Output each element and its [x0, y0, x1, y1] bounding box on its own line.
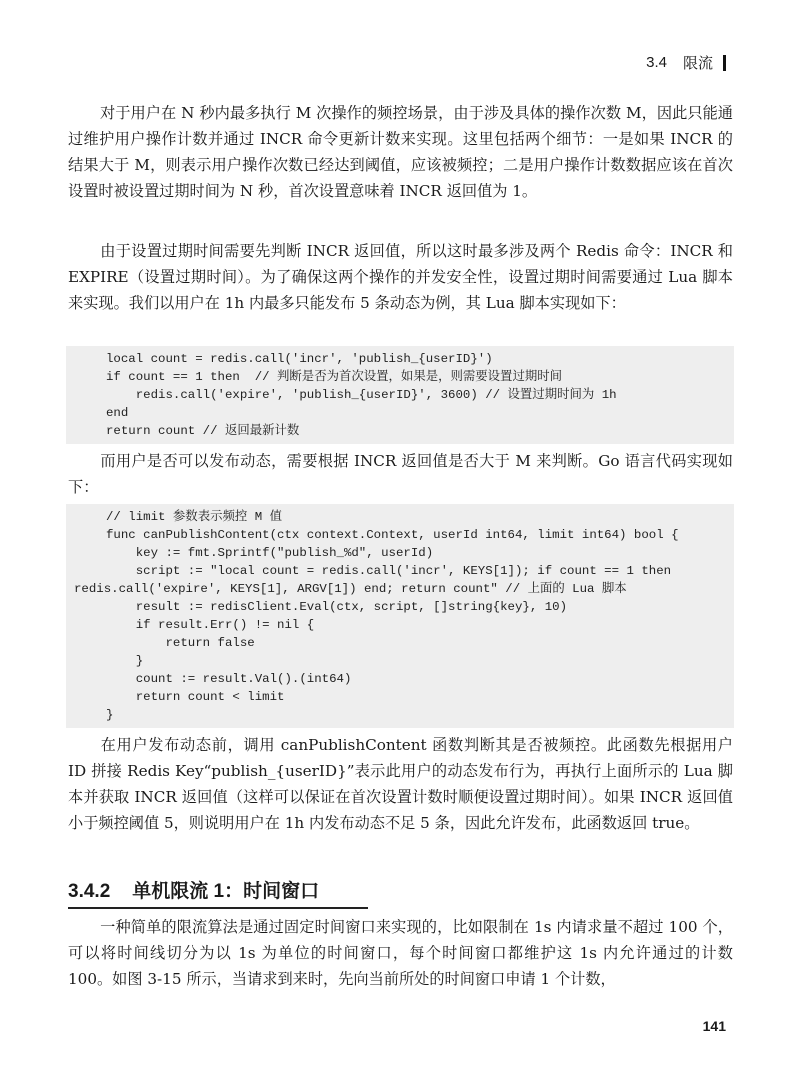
- paragraph-5: [68, 914, 733, 992]
- paragraph-1: [68, 100, 733, 204]
- header-bar: [723, 55, 726, 71]
- code-line: count := result.Val().(int64): [106, 672, 352, 686]
- code-line: return false: [106, 636, 255, 650]
- code-line: result := redisClient.Eval(ctx, script, []string{key}, 10): [106, 600, 568, 614]
- code-block-lua: [66, 346, 734, 444]
- code-line: }: [106, 708, 114, 722]
- code-line: local count = redis.call('incr', 'publish_{userID}'): [106, 352, 493, 366]
- code-line: // limit 参数表示频控 M 值: [106, 510, 282, 524]
- paragraph-2-text: 由于设置过期时间需要先判断 INCR 返回值，所以这时最多涉及两个 Redis 命令：INCR 和 EXPIRE（设置过期时间）。为了确保这两个操作的并发安全性，设置过期时间需要通过 Lua 脚本来实现。我们以用户在 1h 内最多只能发布 5 条动态为例，其 Lua 脚本实现如下：: [68, 242, 733, 312]
- code-line: key := fmt.Sprintf("publish_%d", userId): [106, 546, 434, 560]
- paragraph-4-text: 在用户发布动态前，调用 canPublishContent 函数判断其是否被频控。此函数先根据用户 ID 拼接 Redis Key“publish_{userID}”表示此用户的动态发布行为，再执行上面所示的 Lua 脚本并获取 INCR 返回值（这样可以保证在首次设置计数时顺便设置过期时间）。如果 INCR 返回值小于频控阈值 5，则说明用户在 1h 内发布动态不足 5 条，因此允许发布，此函数返回 true。: [68, 736, 733, 832]
- section-title: 单机限流 1：时间窗口: [132, 881, 320, 902]
- code-line: return count // 返回最新计数: [106, 424, 300, 438]
- code-line: script := "local count = redis.call('incr', KEYS[1]); if count == 1 then: [106, 564, 672, 578]
- code-line: end: [106, 406, 129, 420]
- code-line: redis.call('expire', 'publish_{userID}', 3600) // 设置过期时间为 1h: [106, 388, 617, 402]
- code-line: if result.Err() != nil {: [106, 618, 315, 632]
- page-number: 141: [702, 1018, 726, 1034]
- code-block-go: [66, 504, 734, 728]
- paragraph-1-text: 对于用户在 N 秒内最多执行 M 次操作的频控场景，由于涉及具体的操作次数 M，因此只能通过维护用户操作计数并通过 INCR 命令更新计数来实现。这里包括两个细节：一是如果 INCR 的结果大于 M，则表示用户操作次数已经达到阈值，应该被频控；二是用户操作计数数据应该在首次设置时被设置过期时间为 N 秒，首次设置意味着 INCR 返回值为 1。: [68, 104, 733, 200]
- header-title: 限流: [682, 55, 713, 72]
- code-line: }: [106, 654, 144, 668]
- paragraph-4: [68, 732, 733, 836]
- paragraph-5-text: 一种简单的限流算法是通过固定时间窗口来实现的，比如限制在 1s 内请求量不超过 100 个，可以将时间线切分为以 1s 为单位的时间窗口，每个时间窗口都维护这 1s 内允许通过的计数 100。如图 3-15 所示，当请求到来时，先向当前所处的时间窗口申请 1 个计数，: [68, 918, 733, 988]
- code-line: redis.call('expire', KEYS[1], ARGV[1]) end; return count" // 上面的 Lua 脚本: [74, 582, 627, 596]
- section-number: 3.4.2: [68, 881, 111, 902]
- running-header: [646, 52, 726, 73]
- header-section-number: 3.4: [646, 54, 667, 71]
- paragraph-2: [68, 238, 733, 316]
- section-heading: [68, 876, 368, 909]
- code-line: return count < limit: [106, 690, 285, 704]
- paragraph-3-text: 而用户是否可以发布动态，需要根据 INCR 返回值是否大于 M 来判断。Go 语言代码实现如下：: [68, 452, 733, 496]
- code-line: func canPublishContent(ctx context.Context, userId int64, limit int64) bool {: [106, 528, 679, 542]
- paragraph-3: [68, 448, 733, 500]
- code-line: if count == 1 then // 判断是否为首次设置，如果是，则需要设置过期时间: [106, 370, 563, 384]
